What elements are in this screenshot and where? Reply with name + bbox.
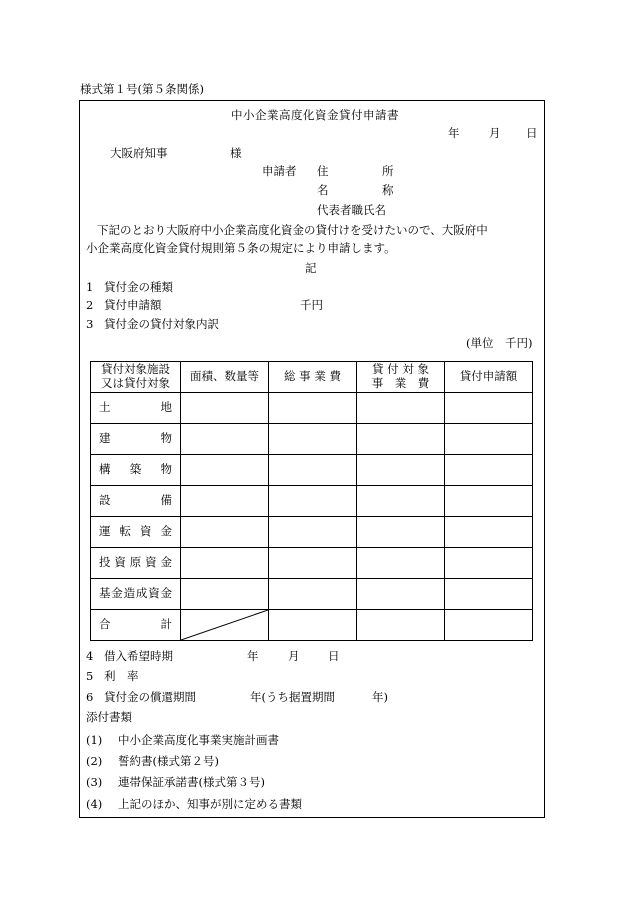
table-row [91, 517, 533, 548]
row-label-char: 合 [99, 617, 111, 632]
row-label-char: 資 [140, 524, 152, 539]
cell-eligible-structure[interactable] [357, 455, 445, 486]
cell-request-equipment[interactable] [445, 486, 533, 517]
header-eligible-cost [357, 362, 445, 393]
cell-area-investment-fund[interactable] [181, 548, 269, 579]
item-3-number: 3 [86, 317, 94, 331]
row-label-char: 転 [119, 524, 131, 539]
cell-request-working-capital[interactable] [445, 517, 533, 548]
row-label-char: 金 [160, 586, 172, 601]
row-label-investment-fund [91, 548, 181, 579]
item-6-period-end: 年) [372, 690, 388, 704]
cell-area-fund-creation[interactable] [181, 579, 269, 610]
cell-eligible-investment-fund[interactable] [357, 548, 445, 579]
date-month-label: 月 [489, 126, 501, 140]
cell-eligible-total[interactable] [357, 610, 445, 641]
row-label-char: 地 [160, 400, 172, 415]
row-label-char: 資 [114, 555, 126, 570]
row-label-char: 計 [160, 617, 172, 632]
loan-breakdown-table [90, 361, 533, 641]
row-label-equipment [91, 486, 181, 517]
row-label-land [91, 393, 181, 424]
item-1-number: 1 [86, 280, 94, 294]
table-row [91, 610, 533, 641]
row-label-char: 構 [99, 462, 111, 477]
date-day-label: 日 [526, 126, 538, 140]
row-label-char: 金 [111, 586, 123, 601]
row-label-char: 資 [148, 586, 160, 601]
cell-request-building[interactable] [445, 424, 533, 455]
cell-request-fund-creation[interactable] [445, 579, 533, 610]
body-text-line-2: 小企業高度化資金貸付規則第５条の規定により申請します。 [86, 241, 396, 255]
cell-request-investment-fund[interactable] [445, 548, 533, 579]
item-4-text: 借入希望時期 [104, 649, 173, 663]
cell-eligible-land[interactable] [357, 393, 445, 424]
item-1-text: 貸付金の種類 [104, 280, 173, 294]
row-label-char: 物 [160, 431, 172, 446]
row-label-char: 土 [99, 400, 111, 415]
item-4-year: 年 [247, 649, 259, 663]
cell-total-investment-fund[interactable] [269, 548, 357, 579]
row-label-char: 基 [99, 586, 111, 601]
cell-total-land[interactable] [269, 393, 357, 424]
cell-area-working-capital[interactable] [181, 517, 269, 548]
table-row [91, 424, 533, 455]
cell-eligible-working-capital[interactable] [357, 517, 445, 548]
ki-label: 記 [305, 261, 317, 275]
cell-total-fund-creation[interactable] [269, 579, 357, 610]
item-5-text: 利 率 [104, 669, 139, 683]
item-4-month: 月 [288, 649, 300, 663]
item-4-day: 日 [328, 649, 340, 663]
item-2-number: 2 [86, 298, 94, 312]
attachment-3-number: (3) [86, 775, 103, 789]
header-eligible-cost-line-2: 事 業 費 [371, 376, 430, 390]
row-label-char: 設 [99, 493, 111, 508]
row-label-char: 物 [160, 462, 172, 477]
row-label-char: 金 [160, 524, 172, 539]
cell-area-structure[interactable] [181, 455, 269, 486]
unit-note: (単位 千円) [466, 336, 533, 350]
header-target-facility-line-1: 貸付対象施設 [101, 362, 170, 377]
item-2-text: 貸付申請額 [104, 298, 162, 312]
diagonal-strike-line [181, 610, 268, 640]
table-row [91, 486, 533, 517]
header-eligible-cost-line-1: 貸 付 対 象 [372, 362, 429, 377]
applicant-address-char-2: 所 [382, 164, 394, 178]
cell-area-building[interactable] [181, 424, 269, 455]
cell-request-structure[interactable] [445, 455, 533, 486]
cell-total-total[interactable] [269, 610, 357, 641]
header-total-cost: 総 事 業 費 [269, 362, 357, 393]
row-label-fund-creation [91, 579, 181, 610]
cell-area-total-struck [181, 610, 269, 641]
item-6-period: 年(うち据置期間 [250, 690, 335, 704]
row-label-char: 金 [160, 555, 172, 570]
table-row [91, 548, 533, 579]
item-2-unit: 千円 [300, 298, 323, 312]
table-row [91, 455, 533, 486]
cell-total-building[interactable] [269, 424, 357, 455]
header-requested-amount: 貸付申請額 [445, 362, 533, 393]
row-label-char: 運 [99, 524, 111, 539]
table-header-row [91, 362, 533, 393]
form-title: 中小企業高度化資金貸付申請書 [231, 108, 399, 122]
item-3-text: 貸付金の貸付対象内訳 [104, 317, 219, 331]
row-label-total [91, 610, 181, 641]
header-target-facility-line-2: 又は貸付対象 [101, 376, 170, 390]
attachment-1-number: (1) [86, 733, 103, 747]
header-target-facility [91, 362, 181, 393]
attachment-4-text: 上記のほか、知事が別に定める書類 [118, 797, 302, 811]
table-row [91, 393, 533, 424]
row-label-building [91, 424, 181, 455]
cell-total-structure[interactable] [269, 455, 357, 486]
cell-area-equipment[interactable] [181, 486, 269, 517]
row-label-char: 資 [145, 555, 157, 570]
body-text-line-1: 下記のとおり大阪府中小企業高度化資金の貸付けを受けたいので、大阪府中 [97, 223, 488, 237]
addressee-name: 大阪府知事 [110, 146, 168, 160]
addressee-honorific: 様 [230, 146, 242, 160]
cell-total-equipment[interactable] [269, 486, 357, 517]
cell-request-land[interactable] [445, 393, 533, 424]
attachments-title: 添付書類 [86, 710, 132, 724]
cell-area-land[interactable] [181, 393, 269, 424]
row-label-char: 建 [99, 431, 111, 446]
applicant-representative: 代表者職氏名 [317, 203, 386, 217]
attachment-2-number: (2) [86, 754, 103, 768]
cell-request-total[interactable] [445, 610, 533, 641]
cell-total-working-capital[interactable] [269, 517, 357, 548]
row-label-char: 成 [135, 586, 148, 601]
header-area-quantity: 面積、数量等 [181, 362, 269, 393]
table-row [91, 579, 533, 610]
row-label-char: 造 [123, 586, 136, 601]
date-year-label: 年 [448, 126, 460, 140]
row-label-char: 投 [99, 555, 111, 570]
cell-eligible-building[interactable] [357, 424, 445, 455]
attachment-2-text: 誓約書(様式第２号) [118, 754, 219, 768]
cell-eligible-fund-creation[interactable] [357, 579, 445, 610]
row-label-char: 築 [129, 462, 142, 477]
row-label-char: 備 [160, 493, 172, 508]
row-label-char: 原 [129, 555, 142, 570]
applicant-name-char-1: 名 [317, 183, 329, 197]
item-5-number: 5 [86, 669, 94, 683]
cell-eligible-equipment[interactable] [357, 486, 445, 517]
row-label-working-capital [91, 517, 181, 548]
applicant-address-char-1: 住 [317, 164, 329, 178]
applicant-label: 申請者 [262, 164, 297, 178]
applicant-name-char-2: 称 [382, 183, 394, 197]
row-label-structure [91, 455, 181, 486]
form-number-label: 様式第１号(第５条関係) [80, 82, 204, 96]
item-6-text: 貸付金の償還期間 [104, 690, 196, 704]
item-4-number: 4 [86, 649, 94, 663]
item-6-number: 6 [86, 690, 94, 704]
attachment-3-text: 連帯保証承諾書(様式第３号) [118, 775, 265, 789]
attachment-1-text: 中小企業高度化事業実施計画書 [118, 733, 279, 747]
attachment-4-number: (4) [86, 797, 103, 811]
